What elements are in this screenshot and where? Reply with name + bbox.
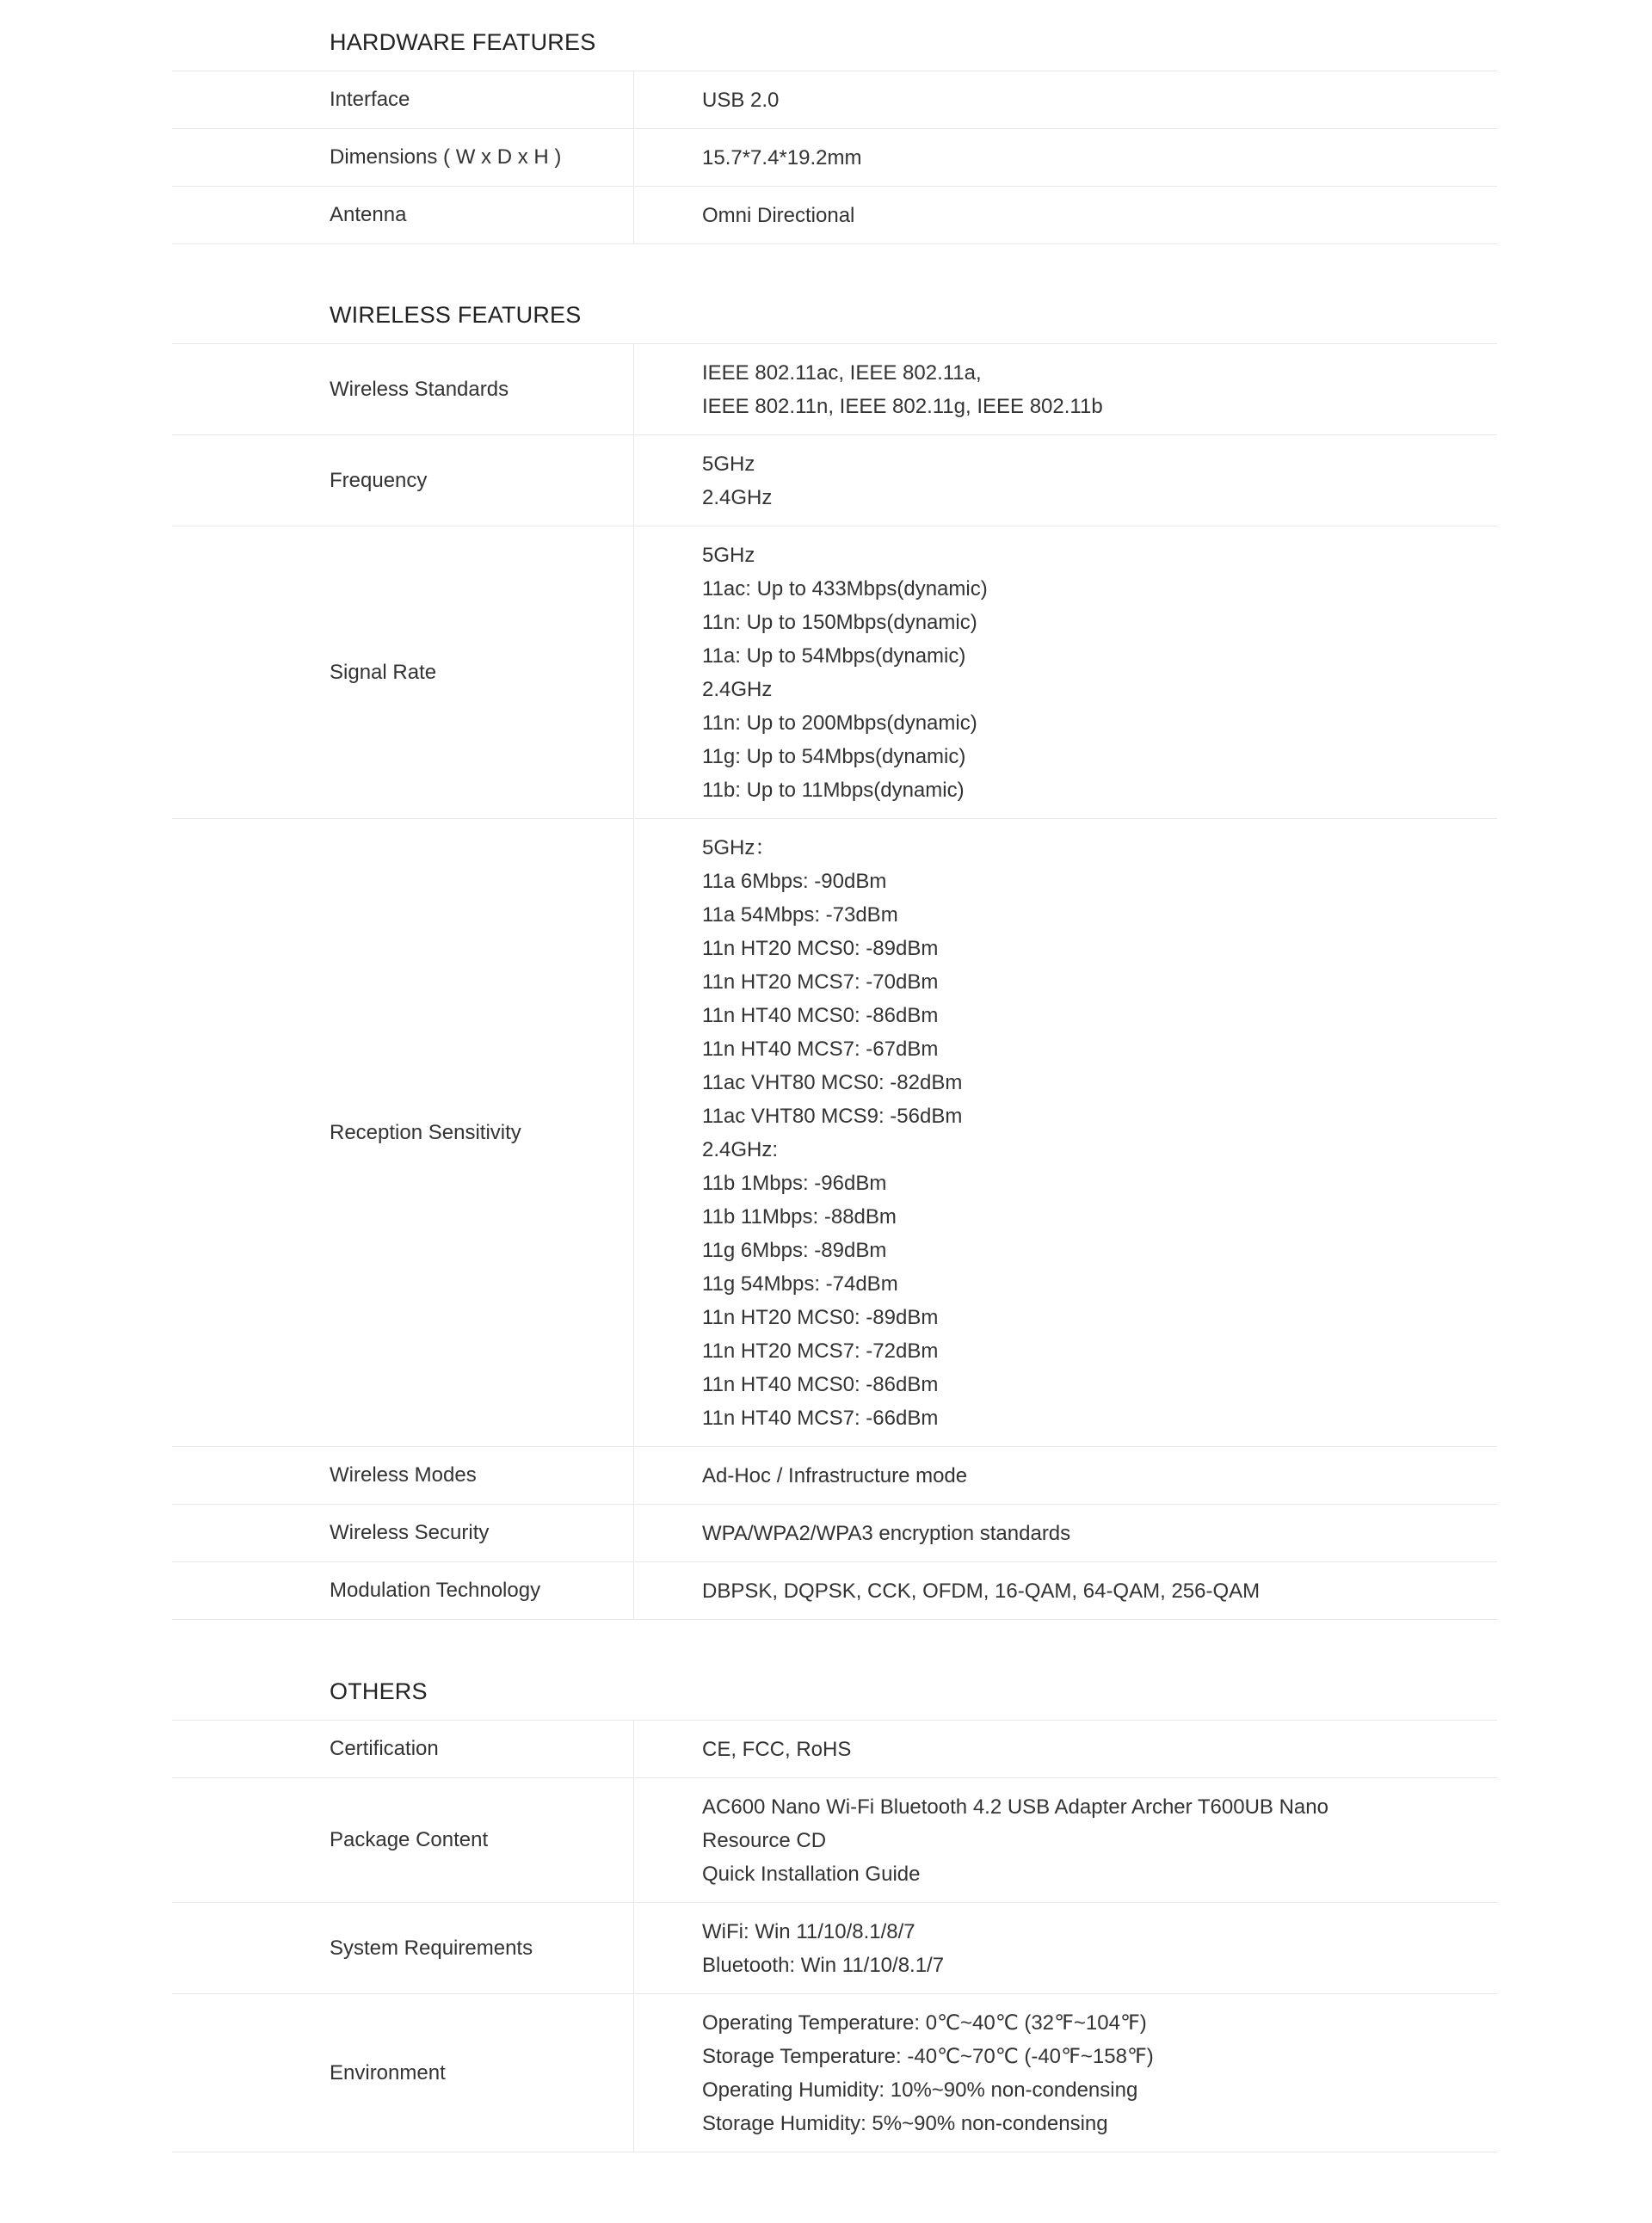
spec-values (634, 435, 1497, 526)
spec-row (172, 71, 1497, 129)
spec-value-line: 11n HT20 MCS7: -72dBm (702, 1339, 939, 1363)
spec-value-line: Ad-Hoc / Infrastructure mode (702, 1464, 968, 1487)
spec-label: Certification (172, 1721, 634, 1777)
spec-value-line: USB 2.0 (702, 89, 780, 112)
spec-section (172, 0, 1497, 244)
spec-value-line: 11a: Up to 54Mbps(dynamic) (702, 644, 966, 668)
spec-value-line: 11n: Up to 150Mbps(dynamic) (702, 611, 977, 634)
spec-row (172, 526, 1497, 819)
spec-value-line: 11n HT40 MCS0: -86dBm (702, 1373, 939, 1396)
spec-value-line: 11ac VHT80 MCS9: -56dBm (702, 1105, 963, 1128)
spec-values (634, 1447, 1497, 1504)
spec-value-line: 11ac VHT80 MCS0: -82dBm (702, 1071, 963, 1094)
spec-value-line: 11n HT40 MCS7: -67dBm (702, 1038, 939, 1061)
spec-value-line: Operating Temperature: 0℃~40℃ (32℉~104℉) (702, 2011, 1147, 2035)
section-title: OTHERS (330, 1678, 428, 1704)
spec-row (172, 1994, 1497, 2152)
spec-label: Wireless Security (172, 1505, 634, 1561)
spec-values (634, 1778, 1497, 1902)
spec-values (634, 187, 1497, 243)
spec-value-line: Storage Humidity: 5%~90% non-condensing (702, 2112, 1108, 2135)
spec-row (172, 187, 1497, 244)
spec-value-line: 11n HT40 MCS0: -86dBm (702, 1004, 939, 1027)
spec-value-line: IEEE 802.11ac, IEEE 802.11a, (702, 361, 982, 385)
spec-value-line: Operating Humidity: 10%~90% non-condensing (702, 2078, 1138, 2102)
spec-value-line: 11g 6Mbps: -89dBm (702, 1239, 887, 1262)
spec-row (172, 1903, 1497, 1994)
spec-label: Modulation Technology (172, 1562, 634, 1619)
spec-table (172, 71, 1497, 244)
spec-label: Environment (172, 1994, 634, 2152)
spec-values (634, 1994, 1497, 2152)
spec-label: Package Content (172, 1778, 634, 1902)
spec-value-line: Omni Directional (702, 204, 855, 227)
spec-value-line: 2.4GHz (702, 486, 773, 509)
spec-value-line: WiFi: Win 11/10/8.1/8/7 (702, 1920, 915, 1943)
spec-row (172, 344, 1497, 435)
spec-values (634, 526, 1497, 818)
spec-row (172, 129, 1497, 187)
spec-row (172, 819, 1497, 1447)
spec-row (172, 1562, 1497, 1620)
spec-value-line: AC600 Nano Wi-Fi Bluetooth 4.2 USB Adapter Archer T600UB Nano (702, 1795, 1328, 1819)
spec-values (634, 1903, 1497, 1993)
spec-values (634, 129, 1497, 186)
spec-value-line: 11n HT20 MCS0: -89dBm (702, 1306, 939, 1329)
spec-value-line: 11a 54Mbps: -73dBm (702, 903, 898, 927)
spec-row (172, 435, 1497, 526)
spec-value-line: 11n: Up to 200Mbps(dynamic) (702, 711, 977, 735)
spec-section (172, 1649, 1497, 2152)
spec-label: Dimensions ( W x D x H ) (172, 129, 634, 186)
spec-value-line: Bluetooth: Win 11/10/8.1/7 (702, 1954, 945, 1977)
spec-value-line: 11b 11Mbps: -88dBm (702, 1205, 897, 1228)
spec-label: Interface (172, 71, 634, 128)
spec-value-line: 11n HT20 MCS7: -70dBm (702, 970, 939, 994)
spec-value-line: 11n HT40 MCS7: -66dBm (702, 1407, 939, 1430)
spec-label: System Requirements (172, 1903, 634, 1993)
spec-value-line: 11a 6Mbps: -90dBm (702, 870, 887, 893)
section-title: WIRELESS FEATURES (330, 302, 582, 328)
spec-row (172, 1778, 1497, 1903)
spec-value-line: Resource CD (702, 1829, 827, 1852)
spec-value-line: 5GHz： (702, 836, 776, 859)
spec-value-line: 5GHz (702, 453, 755, 476)
spec-value-line: IEEE 802.11n, IEEE 802.11g, IEEE 802.11b (702, 395, 1103, 418)
spec-label: Signal Rate (172, 526, 634, 818)
spec-value-line: DBPSK, DQPSK, CCK, OFDM, 16-QAM, 64-QAM, 256-QAM (702, 1580, 1261, 1603)
spec-value-line: 2.4GHz: (702, 1138, 779, 1161)
spec-value-line: Quick Installation Guide (702, 1863, 921, 1886)
spec-value-line: 5GHz (702, 544, 755, 567)
spec-table (172, 343, 1497, 1620)
spec-value-line: 11b 1Mbps: -96dBm (702, 1172, 887, 1195)
spec-section (172, 273, 1497, 1620)
spec-label: Antenna (172, 187, 634, 243)
spec-row (172, 1721, 1497, 1778)
spec-label: Wireless Modes (172, 1447, 634, 1504)
section-title: HARDWARE FEATURES (330, 29, 596, 55)
spec-values (634, 819, 1497, 1446)
spec-label: Wireless Standards (172, 344, 634, 434)
spec-value-line: 11n HT20 MCS0: -89dBm (702, 937, 939, 960)
spec-value-line: 2.4GHz (702, 678, 773, 701)
spec-value-line: 11ac: Up to 433Mbps(dynamic) (702, 577, 988, 600)
spec-row (172, 1447, 1497, 1505)
spec-label: Reception Sensitivity (172, 819, 634, 1446)
spec-values (634, 344, 1497, 434)
spec-values (634, 1721, 1497, 1777)
spec-row (172, 1505, 1497, 1562)
spec-value-line: Storage Temperature: -40℃~70℃ (-40℉~158℉) (702, 2045, 1154, 2068)
spec-label: Frequency (172, 435, 634, 526)
spec-value-line: 15.7*7.4*19.2mm (702, 146, 862, 169)
spec-table (172, 1720, 1497, 2152)
spec-values (634, 71, 1497, 128)
spec-value-line: 11g: Up to 54Mbps(dynamic) (702, 745, 966, 768)
spec-values (634, 1562, 1497, 1619)
spec-value-line: 11b: Up to 11Mbps(dynamic) (702, 779, 965, 802)
spec-value-line: CE, FCC, RoHS (702, 1738, 852, 1761)
spec-value-line: WPA/WPA2/WPA3 encryption standards (702, 1522, 1071, 1545)
spec-value-line: 11g 54Mbps: -74dBm (702, 1272, 898, 1296)
spec-values (634, 1505, 1497, 1561)
